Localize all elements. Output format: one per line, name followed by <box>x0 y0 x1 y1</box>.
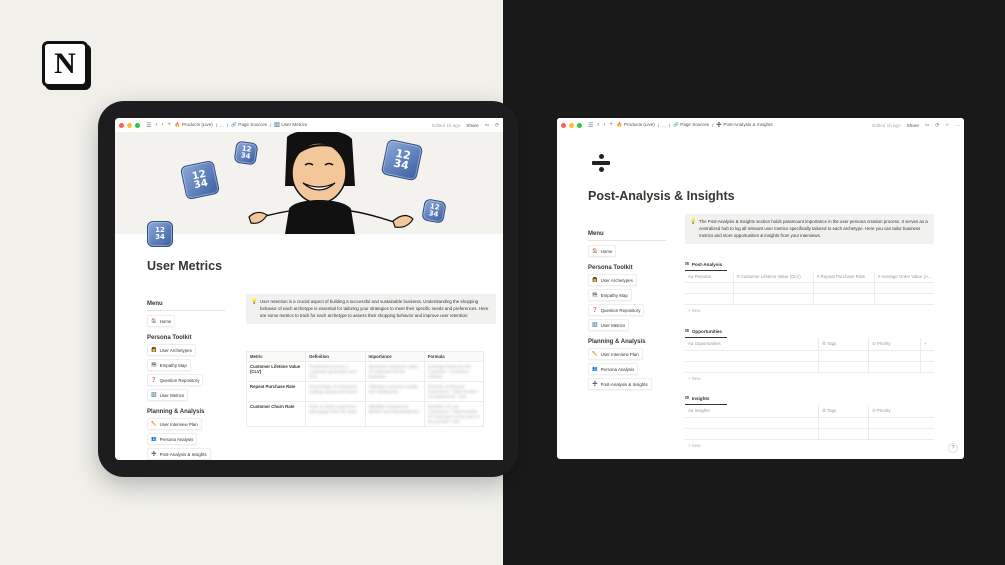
callout: 💡 The Post-Analysis & Insights section holds paramount importance in the user persona creation process. It serves as a centralized hub to log all relevant user metrics specifically tailored to each archetype. Here you can tailor business metrics and store opportunities & insights from your interviews. <box>685 214 934 244</box>
database-view-tab[interactable]: ⊞ Post-Analysis <box>685 261 727 271</box>
page-cover[interactable] <box>115 131 503 234</box>
column-header[interactable]: ⊙ Priority <box>869 338 921 350</box>
map-icon: 🗺 <box>592 292 598 297</box>
back-icon[interactable]: ‹ <box>597 122 600 128</box>
breadcrumb-item[interactable]: 🔥 Products (Live) <box>616 122 655 127</box>
person-illustration <box>247 131 417 234</box>
table-header[interactable]: Importance <box>365 352 424 362</box>
sidebar-item-user-metrics[interactable]: 🔢 User Metrics <box>588 319 629 331</box>
close-dot[interactable] <box>561 123 566 128</box>
sidebar-item-question-repository[interactable]: ❓ Question Repository <box>588 304 644 316</box>
maximize-dot[interactable] <box>135 123 140 128</box>
new-row-button[interactable]: + New <box>688 376 701 381</box>
right-notion-window <box>557 118 964 459</box>
breadcrumb: 🔥 Products (Live) / ... / 🔗 Page Sources / ➗ Post-Analysis & Insights <box>616 122 773 128</box>
forward-icon[interactable]: › <box>603 122 606 128</box>
maximize-dot[interactable] <box>577 123 582 128</box>
lightbulb-icon: 💡 <box>690 219 697 225</box>
column-header[interactable]: # Repeat Purchase Rate <box>814 271 875 282</box>
comment-icon[interactable]: ▭ <box>484 122 489 127</box>
menu-heading: Menu <box>147 301 163 307</box>
add-column-button[interactable]: + <box>924 341 927 346</box>
menu-icon[interactable]: ☰ <box>146 122 152 129</box>
sidebar-item-empathy-map[interactable]: 🗺 Empathy Map <box>147 359 191 371</box>
column-header[interactable]: # Customer Lifetime Value (CLV) <box>734 271 814 282</box>
database-view-tab[interactable]: ⊞ Insights <box>685 395 727 405</box>
question-icon: ❓ <box>592 307 598 312</box>
minimize-dot[interactable] <box>569 123 574 128</box>
insights-database <box>685 395 934 451</box>
star-icon[interactable]: ☆ <box>945 122 950 127</box>
table-header-row <box>685 405 934 418</box>
sidebar-item-post-analysis[interactable]: ➗ Post-Analysis & Insights <box>588 378 652 390</box>
menu-heading: Menu <box>588 231 604 237</box>
persona-toolkit-heading: Persona Toolkit <box>588 265 633 271</box>
column-header[interactable]: ☰ Tags <box>819 405 869 417</box>
breadcrumb-item[interactable]: 🔗 Page Sources <box>673 122 710 127</box>
table-icon: ⊞ <box>685 328 689 333</box>
table-header-row <box>685 271 934 283</box>
divide-icon[interactable] <box>591 153 611 173</box>
map-icon: 🗺 <box>151 362 157 367</box>
number-emoji-icon: 12 34 <box>234 141 259 166</box>
number-emoji-icon: 12 34 <box>421 198 446 223</box>
persona-toolkit-heading: Persona Toolkit <box>147 335 192 341</box>
table-icon: ⊞ <box>685 261 689 266</box>
edited-label: Edited 1h ago <box>432 122 461 128</box>
plus-icon[interactable]: + <box>609 122 613 128</box>
question-icon: ❓ <box>151 377 157 382</box>
sidebar-item-home[interactable]: 🏠 Home <box>588 245 616 257</box>
database-view-tab[interactable]: ⊞ Opportunities <box>685 328 727 338</box>
pencil-icon: ✏️ <box>592 351 598 356</box>
table-row[interactable] <box>685 283 934 294</box>
divide-icon: ➗ <box>151 451 157 456</box>
table-row[interactable] <box>685 418 934 429</box>
lightbulb-icon: 💡 <box>251 299 258 305</box>
page-title: User Metrics <box>147 259 223 273</box>
sidebar-item-user-interview-plan[interactable]: ✏️ User Interview Plan <box>147 418 202 430</box>
table-row[interactable] <box>685 362 934 373</box>
left-titlebar <box>115 118 503 132</box>
sidebar-item-home[interactable]: 🏠 Home <box>147 315 175 327</box>
breadcrumb-item[interactable]: ... <box>662 122 666 128</box>
close-dot[interactable] <box>119 123 124 128</box>
planning-heading: Planning & Analysis <box>147 409 205 415</box>
opportunities-database <box>685 328 934 384</box>
new-row-button[interactable]: + New <box>688 443 701 448</box>
table-header[interactable]: Definition <box>306 352 365 362</box>
breadcrumb-item[interactable]: ➗ Post-Analysis & Insights <box>716 122 773 127</box>
planning-heading: Planning & Analysis <box>588 339 646 345</box>
sidebar-item-user-metrics[interactable]: 🔢 User Metrics <box>147 389 188 401</box>
back-icon[interactable]: ‹ <box>155 122 158 128</box>
sidebar-item-question-repository[interactable]: ❓ Question Repository <box>147 374 203 386</box>
sidebar-item-post-analysis[interactable]: ➗ Post-Analysis & Insights <box>147 448 211 460</box>
page-icon[interactable]: 12 34 <box>147 221 173 247</box>
new-row-button[interactable]: + New <box>688 308 701 313</box>
forward-icon[interactable]: › <box>161 122 164 128</box>
table-row[interactable] <box>685 429 934 440</box>
number-emoji-icon: 12 34 <box>180 160 220 200</box>
table-row[interactable]: Customer Lifetime Value (CLV) Predicted revenue a customer generates over time Measures long-term value of customers to the business (Average Revenue Per Customer * Customer Lifetime <box>247 362 484 382</box>
home-icon: 🏠 <box>592 248 598 253</box>
clock-icon[interactable]: ◷ <box>494 122 499 127</box>
column-header[interactable]: Aa Persona <box>685 271 734 282</box>
column-header[interactable]: ☰ Tags <box>819 338 869 350</box>
divide-icon: ➗ <box>592 381 598 386</box>
number-emoji-icon: 12 34 <box>381 139 424 182</box>
column-header[interactable]: Aa Insights <box>685 405 819 417</box>
person-icon: 👩 <box>151 347 157 352</box>
people-icon: 👥 <box>592 366 598 371</box>
help-button[interactable]: ? <box>948 443 958 453</box>
table-row[interactable]: Customer Churn Rate Rate at which customers disengage from the store Identifies reasons for attrition and dissatisfaction (Number of Lost Customers / Total Number of Customers at the start of the period) * 100 <box>247 402 484 427</box>
edited-label: Edited 1h ago <box>872 122 901 128</box>
page-sidebar <box>588 231 666 393</box>
breadcrumb: 🔥 Products (Live) / ... / 🔗 Page Sources / 🔢 User Metrics <box>174 122 308 128</box>
sidebar-item-persona-analysis[interactable]: 👥 Persona Analysis <box>147 433 197 445</box>
menu-icon[interactable]: ☰ <box>588 122 594 129</box>
person-icon: 👩 <box>592 277 598 282</box>
minimize-dot[interactable] <box>127 123 132 128</box>
page-title: Post-Analysis & Insights <box>588 189 735 203</box>
home-icon: 🏠 <box>151 318 157 323</box>
table-header[interactable]: Formula <box>424 352 483 362</box>
table-icon: ⊞ <box>685 395 689 400</box>
column-header[interactable]: ⊙ Priority <box>872 408 891 413</box>
page-sidebar <box>147 301 225 460</box>
column-header[interactable]: # Average Order Value (A... <box>878 274 932 279</box>
share-button[interactable]: Share <box>466 122 479 128</box>
breadcrumb-item[interactable]: ... <box>220 122 224 128</box>
table-header[interactable]: Metric <box>247 352 306 362</box>
more-icon[interactable]: ··· <box>955 122 960 128</box>
breadcrumb-item[interactable]: 🔗 Page Sources <box>231 122 268 127</box>
clock-icon[interactable]: ◷ <box>935 122 940 127</box>
breadcrumb-item[interactable]: 🔥 Products (Live) <box>174 122 213 127</box>
right-titlebar <box>557 118 964 132</box>
table-row[interactable] <box>685 294 934 305</box>
metrics-table <box>246 351 484 427</box>
numbers-icon: 🔢 <box>151 392 157 397</box>
sidebar-item-persona-analysis[interactable]: 👥 Persona Analysis <box>588 363 638 375</box>
sidebar-item-user-interview-plan[interactable]: ✏️ User Interview Plan <box>588 348 643 360</box>
numbers-icon: 🔢 <box>592 322 598 327</box>
sidebar-item-user-archetypes[interactable]: 👩 User Archetypes <box>147 344 196 356</box>
table-row[interactable]: Repeat Purchase Rate Percentage of customers making repeat purchases Indicates customer loyalty and satisfaction (Number of Repeat Customers / Total Number of Customers) * 100 <box>247 382 484 402</box>
sidebar-item-empathy-map[interactable]: 🗺 Empathy Map <box>588 289 632 301</box>
table-header-row <box>685 338 934 351</box>
sidebar-item-user-archetypes[interactable]: 👩 User Archetypes <box>588 274 637 286</box>
post-analysis-database <box>685 261 934 316</box>
callout: 💡 User retention is a crucial aspect of building a successful and sustainable business. Understanding the shopping behavior of each archetype is essential for tailoring your strategies to meet their specific needs and preferences. Here are some metrics to track for each archetype to assess their shopping behavior and improve user retention: <box>246 294 496 324</box>
breadcrumb-item[interactable]: 🔢 User Metrics <box>274 122 308 127</box>
table-row[interactable] <box>685 351 934 362</box>
notion-logo: N <box>42 41 88 87</box>
column-header[interactable]: Aa Opportunities <box>685 338 819 350</box>
share-button[interactable]: Share <box>906 122 919 128</box>
pencil-icon: ✏️ <box>151 421 157 426</box>
plus-icon[interactable]: + <box>167 122 171 128</box>
left-notion-window <box>115 118 503 460</box>
people-icon: 👥 <box>151 436 157 441</box>
comment-icon[interactable]: ▭ <box>924 122 930 127</box>
